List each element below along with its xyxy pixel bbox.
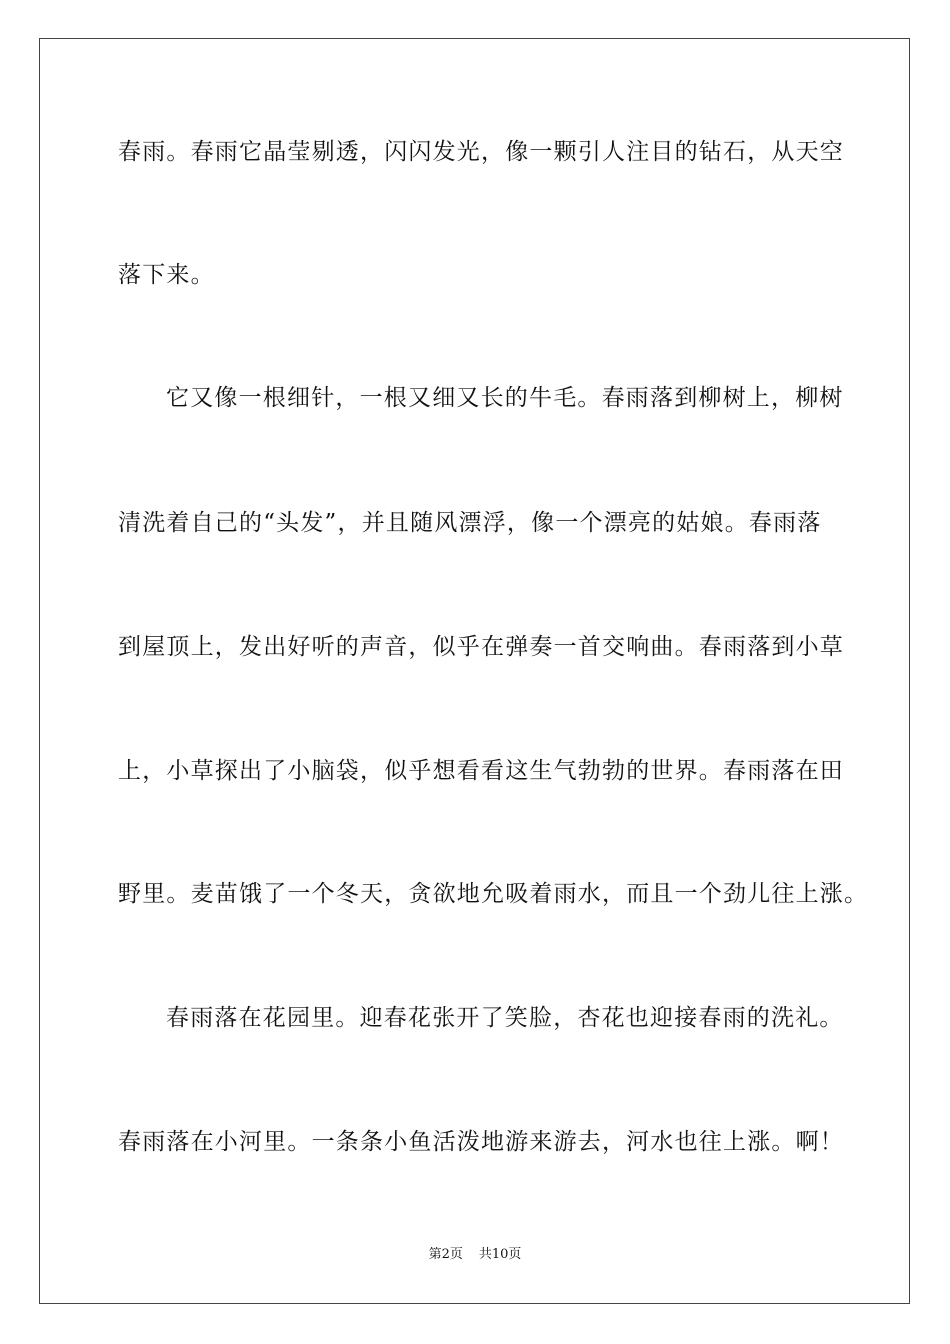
paragraph-start-line: 春雨落在花园里。迎春花张开了笑脸，杏花也迎接春雨的洗礼。 — [166, 1005, 844, 1031]
text-line: 落下来。 — [118, 262, 215, 288]
page-footer — [0, 1246, 950, 1264]
page-border — [39, 38, 910, 1304]
text-line: 上，小草探出了小脑袋，似乎想看看这生气勃勃的世界。春雨落在田 — [118, 758, 844, 784]
page-total: 共10页 — [478, 1247, 522, 1262]
text-line: 春雨。春雨它晶莹剔透，闪闪发光，像一颗引人注目的钻石，从天空 — [118, 139, 844, 165]
page-number: 第2页 — [428, 1247, 463, 1262]
text-line: 野里。麦苗饿了一个冬天，贪欲地允吸着雨水，而且一个劲儿往上涨。 — [118, 881, 869, 907]
paragraph-start-line: 它又像一根细针，一根又细又长的牛毛。春雨落到柳树上，柳树 — [166, 385, 844, 411]
text-line: 到屋顶上，发出好听的声音，似乎在弹奏一首交响曲。春雨落到小草 — [118, 634, 844, 660]
text-line: 春雨落在小河里。一条条小鱼活泼地游来游去，河水也往上涨。啊！ — [118, 1129, 844, 1155]
text-line: 清洗着自己的“头发”，并且随风漂浮，像一个漂亮的姑娘。春雨落 — [118, 510, 822, 536]
